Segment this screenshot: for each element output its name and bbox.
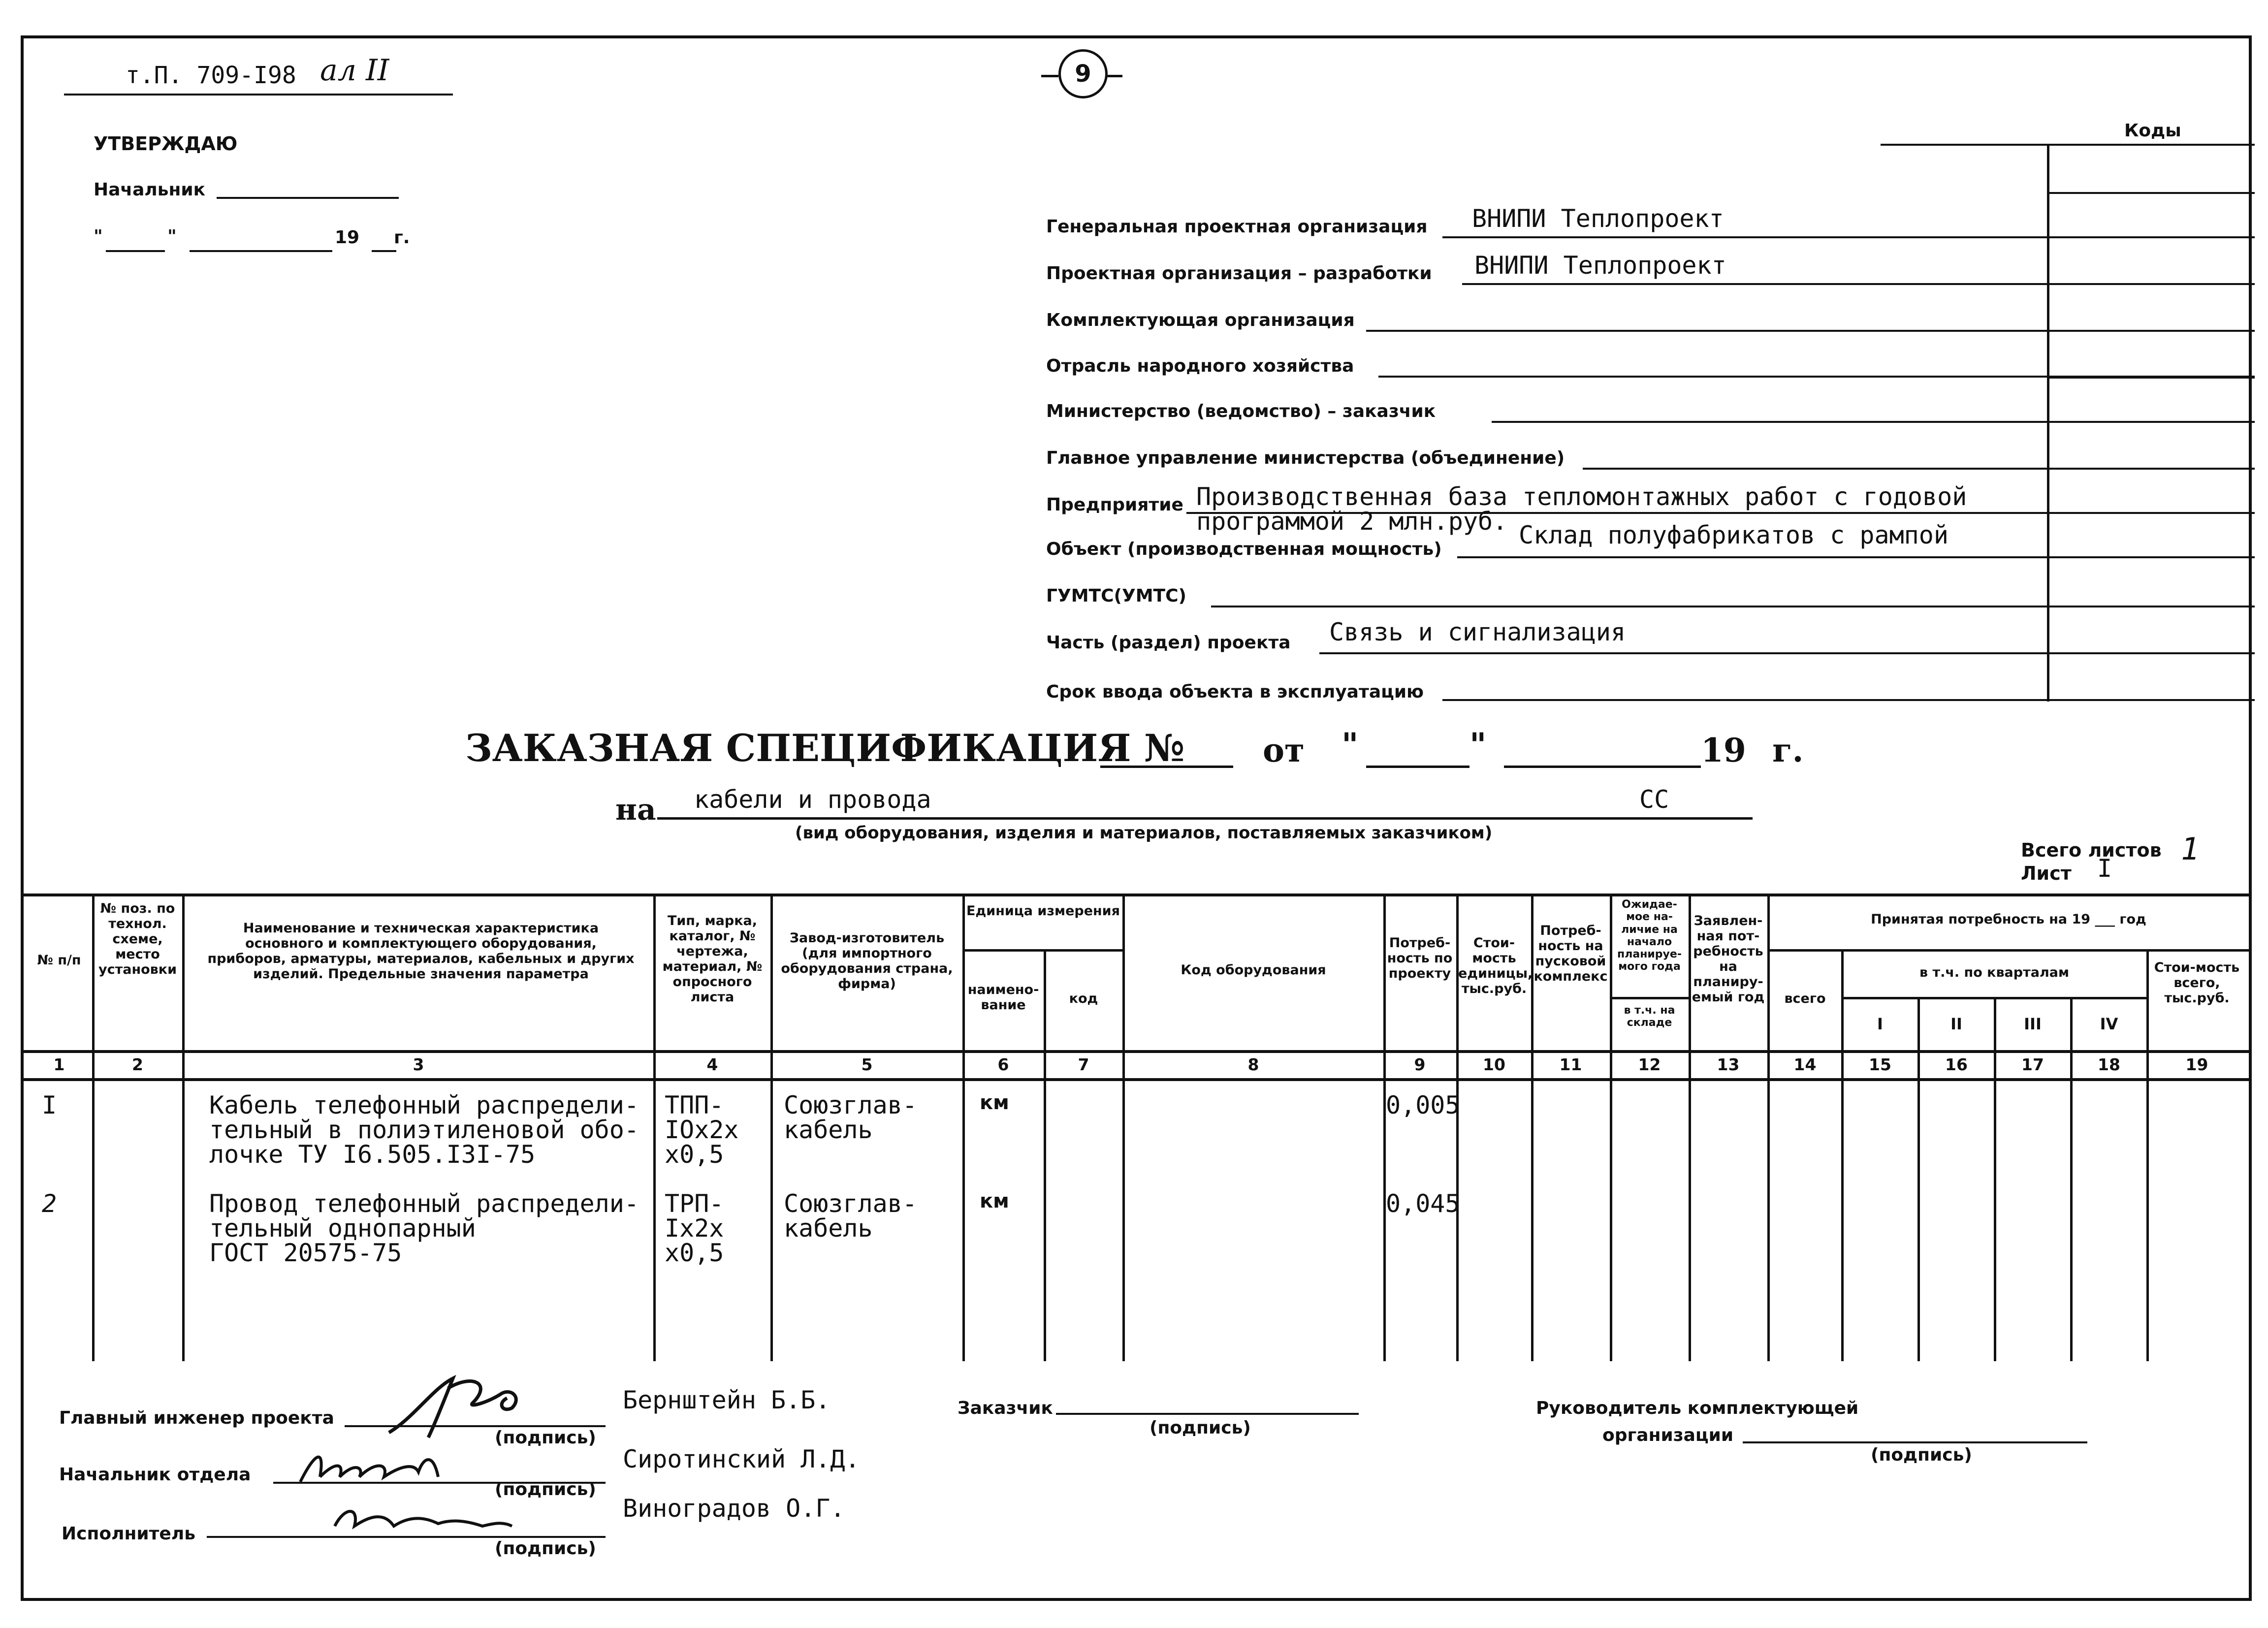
sheet-label: Лист: [2021, 862, 2072, 884]
date-g: г.: [394, 227, 410, 248]
industry-label: Отрасль народного хозяйства: [1046, 356, 1354, 376]
project-part-line: [1319, 652, 2048, 654]
object-value: Склад полуфабрикатов с рампой: [1519, 521, 1949, 549]
colnum: 8: [1247, 1055, 1259, 1074]
colnum: 6: [997, 1055, 1009, 1074]
spec-date-quote2: ": [1469, 726, 1487, 764]
dept-head-label: Начальник отдела: [59, 1465, 251, 1485]
chief-engineer-sign-hint: (подпись): [495, 1428, 596, 1448]
colnum: 11: [1559, 1055, 1582, 1074]
codes-left-border: [2047, 145, 2049, 702]
colnum: 2: [132, 1055, 143, 1074]
doc-ref-handwritten: ал II: [320, 53, 389, 88]
spec-year: 19: [1701, 731, 1746, 769]
colnum: 18: [2098, 1055, 2120, 1074]
date-quote2: ": [167, 226, 177, 247]
header-c14: всего: [1784, 991, 1826, 1006]
sheets-total-label: Всего листов: [2021, 839, 2162, 861]
main-dept-label: Главное управление министерства (объединение): [1046, 448, 1565, 468]
header-c7: код: [1069, 991, 1098, 1006]
row1-type: ТПП- IОх2х х0,5: [665, 1091, 739, 1169]
executor-sign-hint: (подпись): [495, 1538, 596, 1559]
colnum: 16: [1945, 1055, 1968, 1074]
customer-label: Заказчик: [958, 1398, 1053, 1418]
header-c11: Потреб-ность на пусковой комплекс: [1533, 923, 1608, 985]
doc-ref: т.П. 709-I98: [126, 62, 296, 89]
spec-subject-hint: (вид оборудования, изделия и материалов, поставляемых заказчиком): [795, 823, 1493, 843]
row2-type: ТРП- Iх2х х0,5: [665, 1189, 724, 1267]
colnum: 3: [413, 1055, 424, 1074]
header-c1: № п/п: [37, 953, 81, 968]
spec-date-quote1: ": [1342, 726, 1359, 764]
customer-sign-hint: (подпись): [1150, 1418, 1251, 1438]
gumts-line: [1211, 606, 2255, 607]
head-org-line: [1743, 1441, 2087, 1443]
spec-ot: от: [1263, 731, 1305, 769]
colnum: 17: [2021, 1055, 2044, 1074]
row2-no: 2: [42, 1189, 57, 1218]
enterprise-value: Производственная база тепломонтажных работ с годовой: [1196, 482, 1967, 511]
spec-title: ЗАКАЗНАЯ СПЕЦИФИКАЦИЯ №: [465, 726, 1185, 770]
col-line: [1994, 997, 1996, 1361]
header-q2: II: [1950, 1015, 1962, 1033]
col-line: [2146, 949, 2149, 1361]
codes-row: [2048, 652, 2255, 654]
header-q3: III: [2024, 1015, 2042, 1033]
ministry-label: Министерство (ведомство) – заказчик: [1046, 401, 1436, 421]
header-c3: Наименование и техническая характеристика основного и комплектующего оборудования, приборов, арматуры, материалов, кабельных и других изделий. Предельные значения параметра: [207, 921, 635, 982]
object-label: Объект (производственная мощность): [1046, 539, 1442, 559]
spec-subject: кабели и провода: [694, 785, 931, 814]
head-org-sign-hint: (подпись): [1871, 1445, 1972, 1465]
enterprise-label: Предприятие: [1046, 495, 1183, 515]
header-c6: наимено-вание: [967, 982, 1039, 1013]
codes-top-line: [1881, 144, 2255, 146]
row1-qty: 0,005: [1386, 1091, 1460, 1119]
header-quarters: в т.ч. по кварталам: [1919, 965, 2070, 980]
chief-engineer-name: Бернштейн Б.Б.: [623, 1386, 831, 1414]
row2-maker: Союзглав- кабель: [784, 1189, 917, 1243]
header-c12b: в т.ч. на складе: [1624, 1004, 1675, 1029]
header-c8: Код оборудования: [1181, 962, 1326, 978]
chief-engineer-label: Главный инженер проекта: [59, 1408, 334, 1428]
dept-head-name: Сиротинский Л.Д.: [623, 1445, 860, 1473]
complete-org-label: Комплектующая организация: [1046, 310, 1355, 330]
header-c5: Завод-изготовитель (для импортного оборудования страна, фирма): [781, 930, 953, 992]
date-year-line: [372, 250, 396, 252]
date-quote: ": [94, 226, 103, 247]
ministry-line: [1492, 421, 2255, 423]
colnum: 9: [1414, 1055, 1426, 1074]
dept-head-sign-hint: (подпись): [495, 1479, 596, 1500]
header-q4: IV: [2100, 1015, 2118, 1033]
dept-head-signature: [290, 1442, 458, 1492]
table-top-line: [21, 894, 2249, 896]
date-year: 19: [335, 227, 360, 248]
general-org-label: Генеральная проектная организация: [1046, 217, 1428, 237]
colnum: 4: [706, 1055, 718, 1074]
chief-label: Начальник: [94, 180, 206, 200]
c12-divider: [1610, 997, 1689, 999]
general-org-value: ВНИПИ Теплопроект: [1472, 204, 1724, 233]
row1-no: I: [42, 1091, 57, 1119]
header-q1: I: [1877, 1015, 1883, 1033]
spec-g: г.: [1772, 731, 1804, 769]
sheets-total: 1: [2181, 831, 2200, 867]
deadline-label: Срок ввода объекта в эксплуатацию: [1046, 682, 1424, 702]
colnum: 19: [2185, 1055, 2208, 1074]
colnum: 1: [53, 1055, 65, 1074]
header-c13: Заявлен-ная пот-ребность на планиру-емый год: [1692, 913, 1765, 1005]
row2-unit: км: [980, 1190, 1009, 1213]
header-c19: Стои-мость всего, тыс.руб.: [2154, 960, 2240, 1006]
industry-line: [1378, 376, 2255, 378]
codes-title: Коды: [2124, 121, 2181, 141]
spec-number-line: [1100, 766, 1233, 768]
row1-unit: км: [980, 1091, 1009, 1114]
spec-day-line: [1366, 766, 1469, 768]
chief-line: [217, 197, 399, 199]
date-month-line: [190, 250, 332, 252]
colnum: 14: [1793, 1055, 1817, 1074]
sheet-number: I: [2097, 854, 2112, 883]
design-org-line: [1462, 283, 2255, 285]
executor-name: Виноградов О.Г.: [623, 1494, 845, 1523]
col-line: [962, 894, 965, 1361]
spec-month-line: [1504, 766, 1701, 768]
spec-na: на: [615, 793, 656, 827]
gumts-label: ГУМТС(УМТС): [1046, 586, 1186, 606]
codes-row: [2048, 192, 2255, 194]
colnum: 12: [1638, 1055, 1661, 1074]
object-line: [1457, 556, 2255, 558]
table-colnum-bottom: [21, 1078, 2249, 1081]
header-unit-group: Единица измерения: [966, 903, 1120, 919]
page-number: 9: [1058, 49, 1108, 98]
colnum: 7: [1078, 1055, 1089, 1074]
head-org-label-2: организации: [1602, 1425, 1734, 1445]
approve-label: УТВЕРЖДАЮ: [94, 133, 238, 155]
executor-label: Исполнитель: [62, 1524, 195, 1544]
deadline-line: [1442, 699, 2255, 701]
complete-org-line: [1366, 330, 2255, 332]
table-header-bottom: [21, 1050, 2249, 1053]
design-org-label: Проектная организация – разработки: [1046, 263, 1432, 284]
date-day-line: [106, 250, 165, 252]
page-number-dash-right: [1105, 75, 1122, 77]
enterprise-value-2: программой 2 млн.руб.: [1196, 507, 1508, 536]
spec-subject-code: СС: [1639, 785, 1669, 814]
executor-signature: [325, 1497, 522, 1541]
colnum: 10: [1483, 1055, 1505, 1074]
unit-group-divider: [962, 949, 1122, 952]
colnum: 13: [1717, 1055, 1740, 1074]
project-part-value: Связь и сигнализация: [1329, 618, 1626, 646]
colnum: 15: [1869, 1055, 1891, 1074]
header-accepted: Принятая потребность на 19 ___ год: [1871, 912, 2146, 927]
col-line: [2070, 997, 2073, 1361]
header-c9: Потреб-ность по проекту: [1387, 935, 1453, 982]
row1-name: Кабель телефонный распредели- тельный в полиэтиленовой обо- лочке ТУ I6.505.I3I-75: [209, 1091, 639, 1169]
codes-row: [2048, 512, 2255, 514]
col-line: [182, 894, 185, 1361]
general-org-line: [1442, 236, 2048, 238]
header-c10: Стои-мость единицы, тыс.руб.: [1458, 935, 1533, 997]
page-number-dash-left: [1041, 75, 1058, 77]
main-dept-line: [1583, 468, 2255, 470]
header-c12a: Ожидае-мое на-личие на начало планируе-мого года: [1617, 898, 1682, 973]
head-org-label: Руководитель комплектующей: [1536, 1398, 1859, 1418]
doc-ref-underline: [64, 94, 453, 96]
spec-subject-line: [657, 817, 1753, 820]
codes-row: [2048, 236, 2255, 238]
row2-qty: 0,045: [1386, 1189, 1460, 1218]
col-line: [1841, 949, 1844, 1361]
design-org-value: ВНИПИ Теплопроект: [1474, 251, 1726, 280]
col-line: [1044, 949, 1046, 1361]
header-c4: Тип, марка, каталог, № чертежа, материал, № опросного листа: [662, 913, 763, 1005]
project-part-label: Часть (раздел) проекта: [1046, 633, 1291, 653]
customer-line: [1056, 1413, 1359, 1415]
accepted-divider: [1767, 949, 2249, 952]
header-c2: № поз. по технол. схеме, место установки: [98, 901, 177, 978]
row2-name: Провод телефонный распредели- тельный однопарный ГОСТ 20575-75: [209, 1189, 639, 1267]
colnum: 5: [861, 1055, 873, 1074]
col-line: [1767, 894, 1770, 1361]
row1-maker: Союзглав- кабель: [784, 1091, 917, 1144]
col-line: [1917, 997, 1920, 1361]
